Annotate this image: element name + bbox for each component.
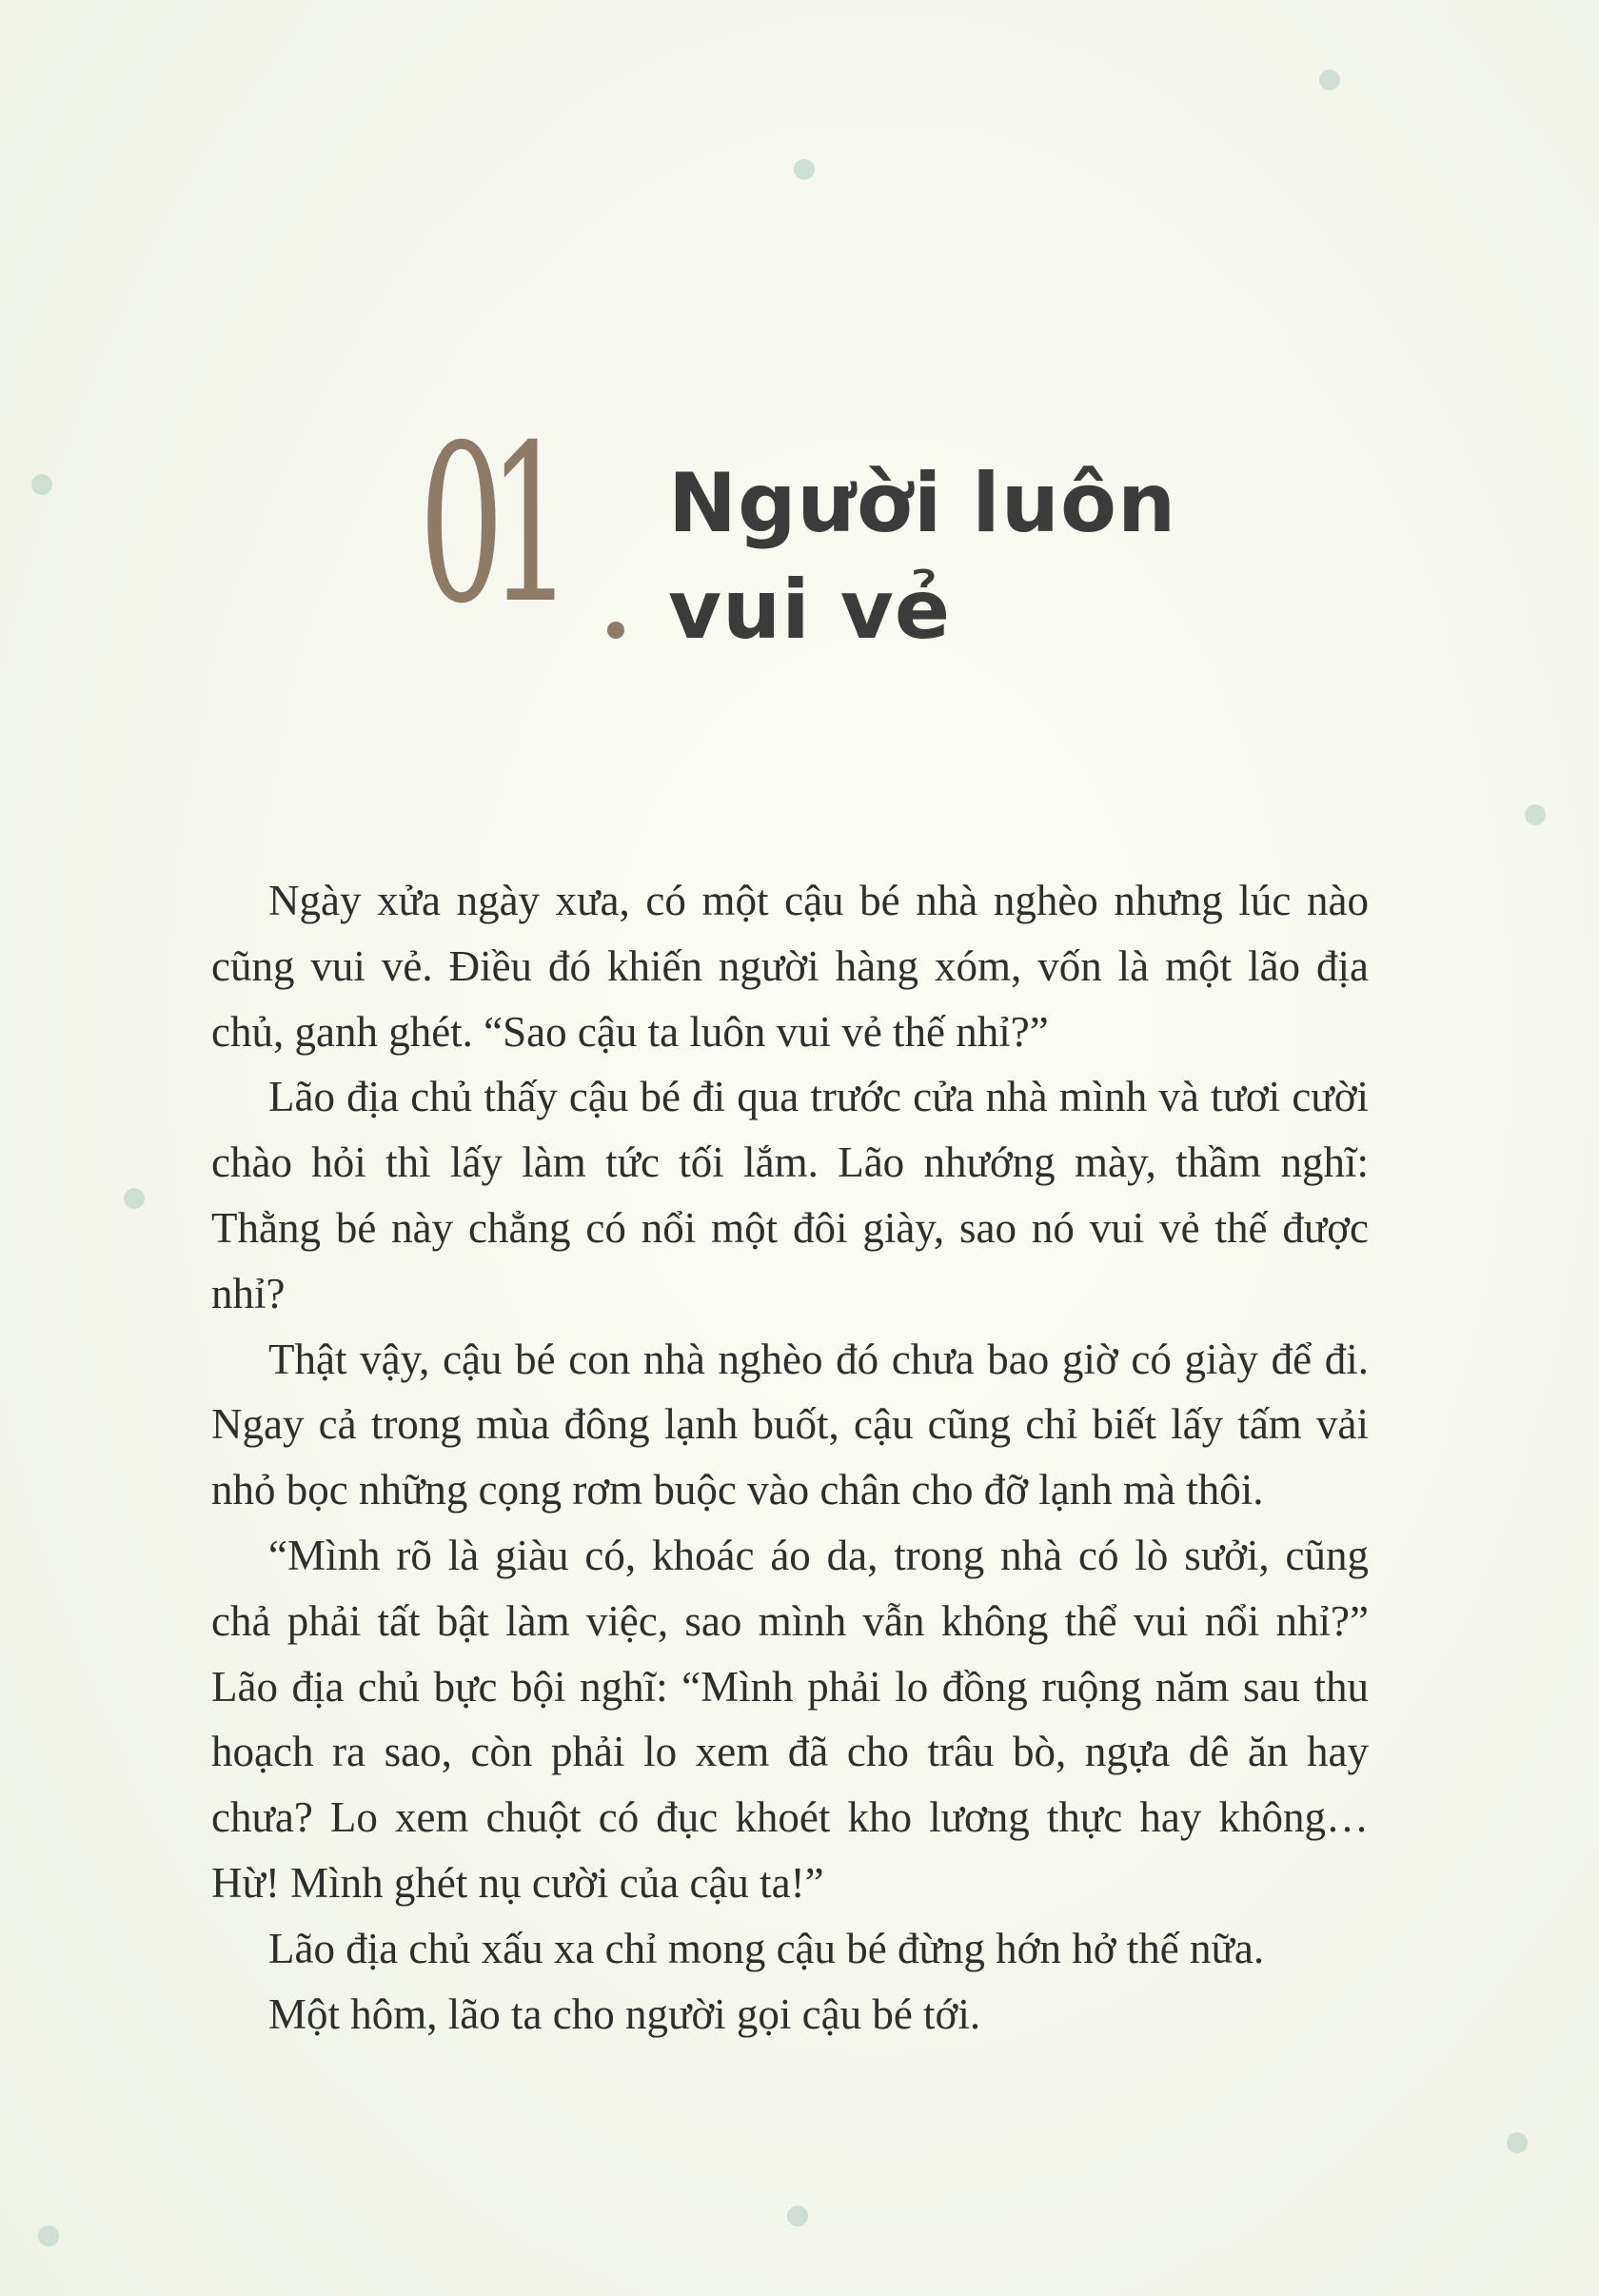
decorative-dot — [787, 2206, 808, 2227]
decorative-dot — [124, 1188, 145, 1209]
paragraph: Lão địa chủ xấu xa chỉ mong cậu bé đừng hớn hở thế nữa. — [268, 1924, 1265, 1972]
paragraph: Một hôm, lão ta cho người gọi cậu bé tới. — [268, 1989, 981, 2038]
chapter-title-line-1: Người luôn — [668, 456, 1177, 551]
decorative-dot — [1525, 804, 1546, 825]
decorative-dot — [1319, 69, 1340, 90]
paragraph: Thật vậy, cậu bé con nhà nghèo đó chưa bao giờ có giày để đi. Ngay cả trong mùa đông lạnh buốt, cậu cũng chỉ biết lấy tấm vải nhỏ bọc những cọng rơm buộc vào chân cho đỡ lạnh mà thôi. — [211, 1335, 1369, 1514]
paragraph: Lão địa chủ thấy cậu bé đi qua trước cửa nhà mình và tươi cười chào hỏi thì lấy làm tức tối lắm. Lão nhướng mày, thầm nghĩ: Thằng bé này chẳng có nổi một đôi giày, sao nó vui vẻ thế được nhỉ? — [211, 1073, 1369, 1317]
decorative-dot — [38, 2226, 59, 2247]
chapter-heading — [419, 398, 1275, 681]
story-text — [211, 868, 1369, 2047]
paragraph: Ngày xửa ngày xưa, có một cậu bé nhà nghèo nhưng lúc nào cũng vui vẻ. Điều đó khiến người hàng xóm, vốn là một lão địa chủ, ganh ghét. “Sao cậu ta luôn vui vẻ thế nhỉ?” — [211, 877, 1369, 1056]
decorative-dot — [794, 159, 815, 180]
chapter-title — [668, 450, 1277, 663]
decorative-dot — [1507, 2132, 1528, 2153]
chapter-number: 01 — [419, 398, 558, 651]
paragraph: “Mình rõ là giàu có, khoác áo da, trong nhà có lò sưởi, cũng chả phải tất bật làm việc, sao mình vẫn không thể vui nổi nhỉ?” Lão địa chủ bực bội nghĩ: “Mình phải lo đồng ruộng năm sau thu hoạch ra sao, còn phải lo xem đã cho trâu bò, ngựa dê ăn hay chưa? Lo xem chuột có đục khoét kho lương thực hay không… Hừ! Mình ghét nụ cười của cậu ta!” — [211, 1531, 1369, 1907]
chapter-title-line-2: vui vẻ — [668, 563, 952, 658]
chapter-number-dot — [607, 622, 624, 639]
decorative-dot — [31, 474, 52, 495]
